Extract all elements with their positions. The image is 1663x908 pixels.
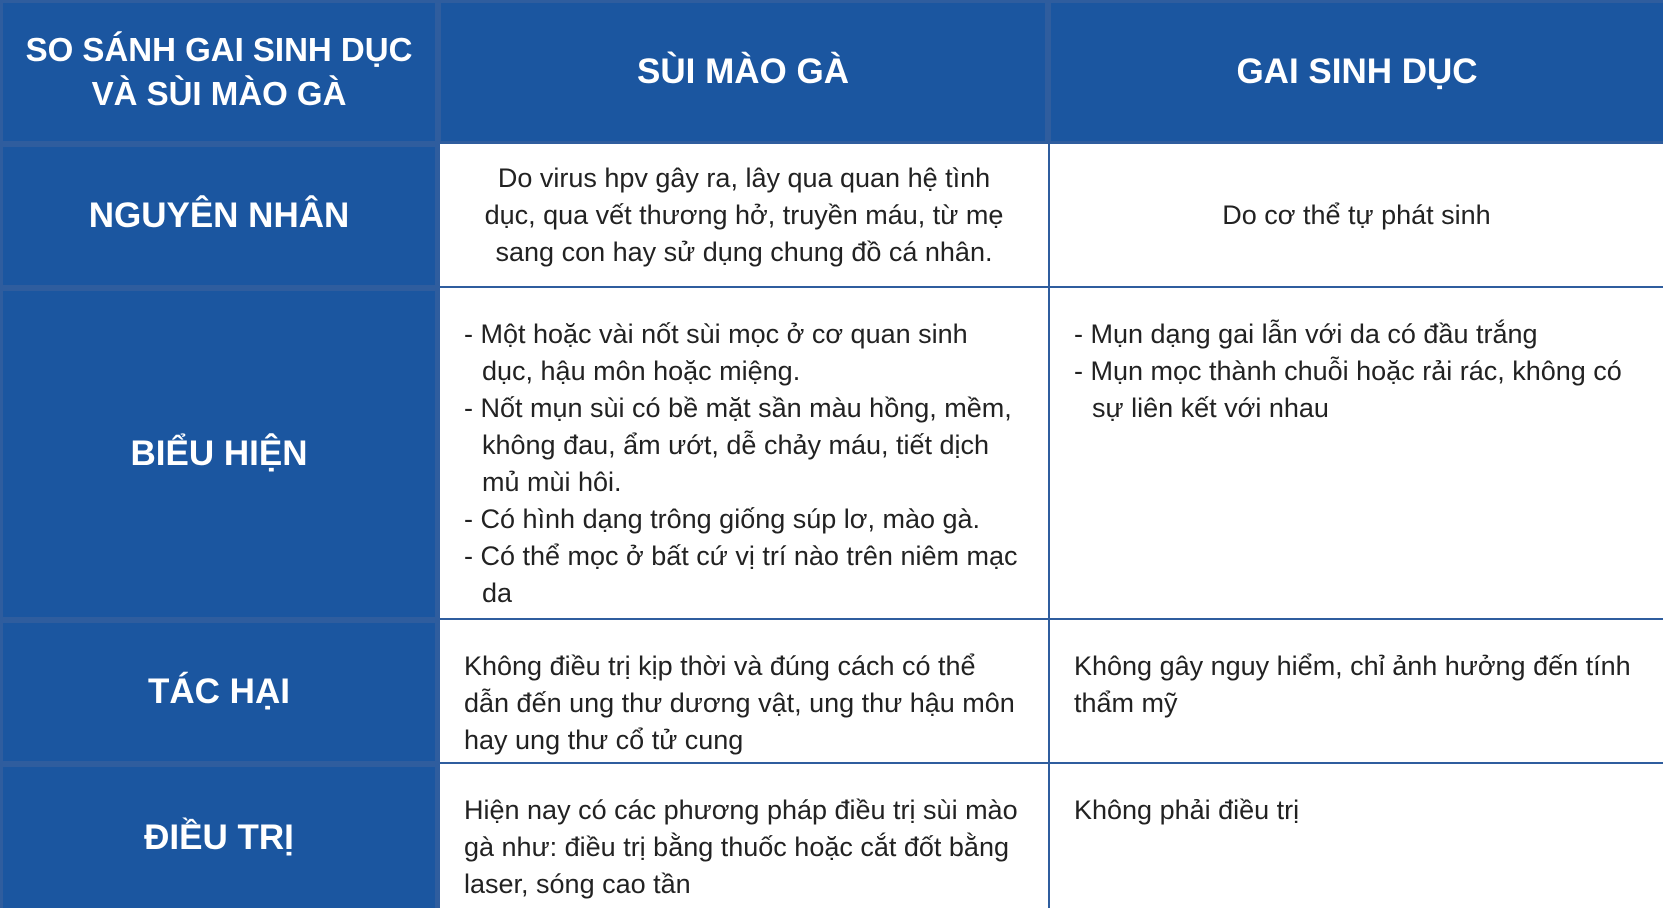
- row-header-bieu-hien: BIỂU HIỆN: [3, 291, 435, 617]
- cell-text: Hiện nay có các phương pháp điều trị sùi mào gà như: điều trị bằng thuốc hoặc cắt đốt bằng laser, sóng cao tần: [464, 795, 1018, 899]
- cell-text: Không phải điều trị: [1074, 795, 1300, 825]
- cell-dieu-tri-sui-mao-ga: [440, 764, 1048, 908]
- list-item: - Một hoặc vài nốt sùi mọc ở cơ quan sinh dục, hậu môn hoặc miệng.: [464, 316, 1026, 390]
- list-item: - Mụn mọc thành chuỗi hoặc rải rác, không có sự liên kết với nhau: [1074, 353, 1641, 427]
- list-item: - Nốt mụn sùi có bề mặt sần màu hồng, mềm, không đau, ẩm ướt, dễ chảy máu, tiết dịch mủ mùi hôi.: [464, 390, 1026, 501]
- list-item: - Có hình dạng trông giống súp lơ, mào gà.: [464, 501, 1026, 538]
- cell-text: Do cơ thể tự phát sinh: [1222, 199, 1491, 230]
- cell-text: Không gây nguy hiểm, chỉ ảnh hưởng đến tính thẩm mỹ: [1074, 651, 1631, 718]
- cell-bieu-hien-sui-mao-ga: [440, 288, 1048, 618]
- table-corner-title: [3, 3, 435, 141]
- column-header-sui-mao-ga: SÙI MÀO GÀ: [441, 3, 1045, 141]
- cell-nguyen-nhan-sui-mao-ga: [440, 144, 1048, 286]
- cell-bieu-hien-gai-sinh-duc: [1050, 288, 1663, 618]
- corner-title-line2: VÀ SÙI MÀO GÀ: [91, 75, 347, 112]
- cell-dieu-tri-gai-sinh-duc: [1050, 764, 1663, 908]
- bullet-list: [1074, 316, 1641, 427]
- cell-tac-hai-sui-mao-ga: [440, 620, 1048, 762]
- row-header-tac-hai: TÁC HẠI: [3, 623, 435, 761]
- list-item: - Mụn dạng gai lẫn với da có đầu trắng: [1074, 316, 1641, 353]
- cell-text: Do virus hpv gây ra, lây qua quan hệ tình dục, qua vết thương hở, truyền máu, từ mẹ sang con hay sử dụng chung đồ cá nhân.: [484, 162, 1004, 267]
- row-header-nguyen-nhan: NGUYÊN NHÂN: [3, 147, 435, 285]
- cell-nguyen-nhan-gai-sinh-duc: [1050, 144, 1663, 286]
- column-header-gai-sinh-duc: GAI SINH DỤC: [1051, 3, 1663, 141]
- cell-text: Không điều trị kịp thời và đúng cách có thể dẫn đến ung thư dương vật, ung thư hậu môn hay ung thư cổ tử cung: [464, 651, 1015, 755]
- cell-tac-hai-gai-sinh-duc: [1050, 620, 1663, 762]
- bullet-list: [464, 316, 1026, 612]
- row-header-dieu-tri: ĐIỀU TRỊ: [3, 767, 435, 908]
- list-item: - Có thể mọc ở bất cứ vị trí nào trên niêm mạc da: [464, 538, 1026, 612]
- corner-title-line1: SO SÁNH GAI SINH DỤC: [25, 31, 413, 68]
